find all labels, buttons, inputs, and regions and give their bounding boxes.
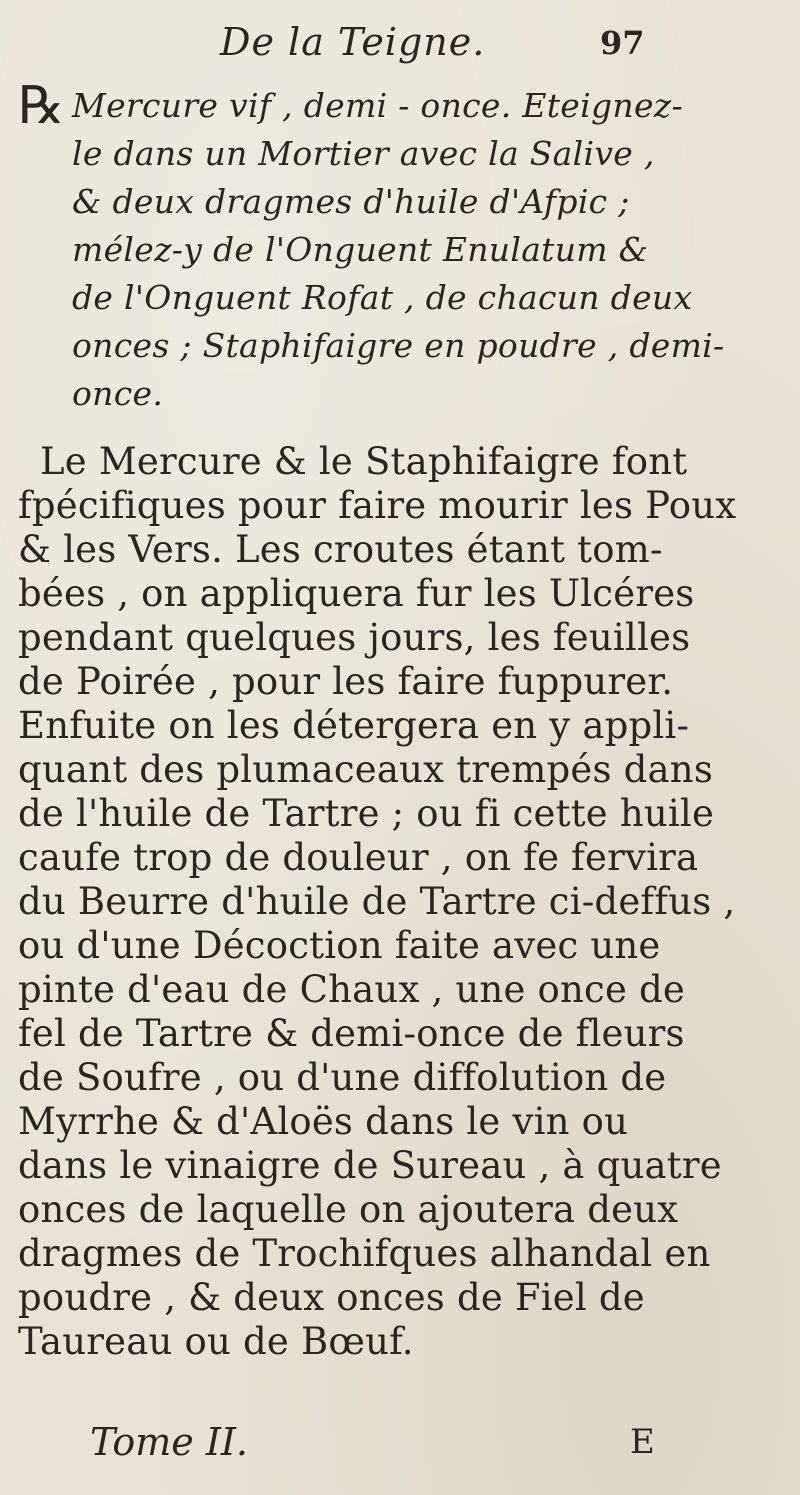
body-line-20: poudre , & deux onces de Fiel de (18, 1276, 645, 1319)
body-line-9: de l'huile de Tartre ; ou fi cette huile (18, 792, 715, 835)
body-line-14: fel de Tartre & demi-once de fleurs (18, 1012, 685, 1055)
body-line-1: Le Mercure & le Staphifaigre font (40, 440, 688, 483)
recipe-line-6: onces ; Staphifaigre en poudre , demi- (72, 326, 725, 365)
gathering-signature: E (630, 1422, 655, 1462)
body-line-11: du Beurre d'huile de Tartre ci-deffus , (18, 880, 736, 923)
recipe-line-2: le dans un Mortier avec la Salive , (72, 134, 655, 173)
body-line-3: & les Vers. Les croutes étant tom- (18, 528, 663, 571)
rx-icon: ℞ (18, 76, 65, 136)
page-number: 97 (600, 24, 645, 62)
body-line-4: bées , on appliquera fur les Ulcéres (18, 572, 695, 615)
body-line-10: caufe trop de douleur , on fe fervira (18, 836, 699, 879)
volume-signature: Tome II. (90, 1420, 248, 1464)
body-line-2: fpécifiques pour faire mourir les Poux (18, 484, 737, 527)
recipe-line-7: once. (72, 374, 164, 413)
running-title: De la Teigne. (220, 20, 486, 64)
body-line-8: quant des plumaceaux trempés dans (18, 748, 714, 791)
recipe-line-4: mélez-y de l'Onguent Enulatum & (72, 230, 649, 269)
body-line-19: dragmes de Trochifques alhandal en (18, 1232, 711, 1275)
body-line-13: pinte d'eau de Chaux , une once de (18, 968, 685, 1011)
recipe-line-3: & deux dragmes d'huile d'Afpic ; (72, 182, 630, 221)
recipe-line-5: de l'Onguent Rofat , de chacun deux (72, 278, 693, 317)
page-header (0, 18, 800, 78)
body-line-18: onces de laquelle on ajoutera deux (18, 1188, 679, 1231)
body-line-6: de Poirée , pour les faire fuppurer. (18, 660, 674, 703)
body-line-12: ou d'une Décoction faite avec une (18, 924, 661, 967)
body-line-7: Enfuite on les détergera en y appli- (18, 704, 690, 747)
page-footer (0, 1420, 800, 1480)
body-line-16: Myrrhe & d'Aloës dans le vin ou (18, 1100, 629, 1143)
recipe-line-1: Mercure vif , demi - once. Eteignez- (72, 86, 683, 125)
body-line-15: de Soufre , ou d'une diffolution de (18, 1056, 667, 1099)
body-line-5: pendant quelques jours, les feuilles (18, 616, 691, 659)
body-line-21: Taureau ou de Bœuf. (18, 1320, 414, 1363)
body-line-17: dans le vinaigre de Sureau , à quatre (18, 1144, 722, 1187)
